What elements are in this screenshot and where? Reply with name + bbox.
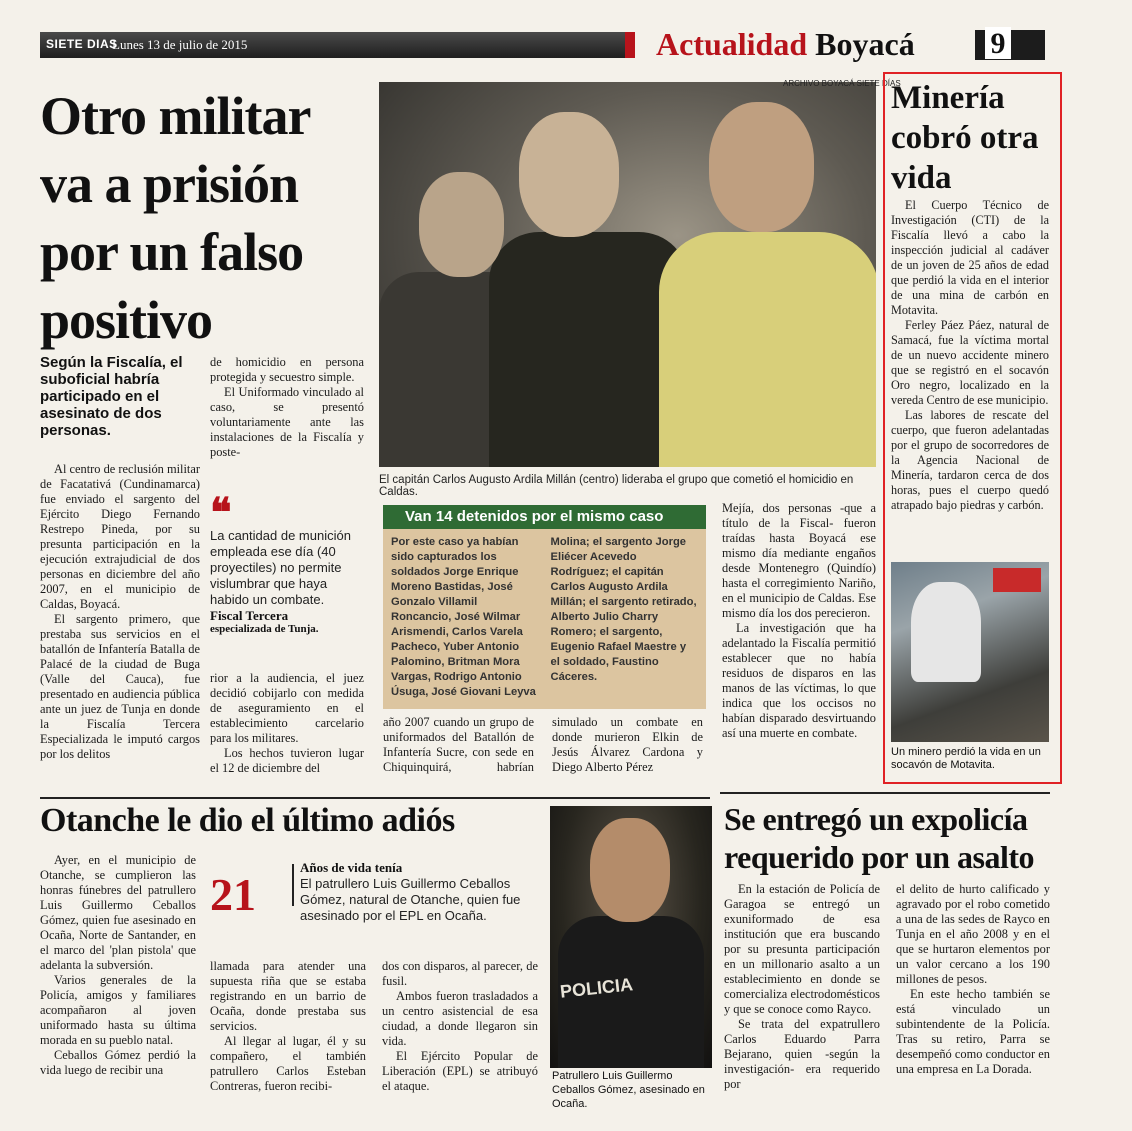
paragraph: Los hechos tuvieron lugar el 12 de diciembre del: [210, 746, 364, 775]
otanche-column-3: [382, 959, 538, 1094]
paragraph: Mejía, dos personas -que a título de la Fiscal- fueron traídas hasta Boyacá ese mismo día mediante engaños desde Montenegro (Quindío) hasta el corregimiento Nariño, en el municipio de Caldas. Ese mismo día los dos perecieron.: [722, 501, 876, 620]
mine-photo-caption: Un minero perdió la vida en un socavón de Motavita.: [891, 746, 1041, 771]
main-photo: [379, 82, 876, 467]
quote-source: Fiscal Tercera: [210, 608, 289, 623]
police-officer-photo: [550, 806, 712, 1068]
stat-text: El patrullero Luis Guillermo Ceballos Gómez, natural de Otanche, quien fue asesinado por el EPL en Ocaña.: [300, 876, 521, 923]
paragraph: dos con disparos, al parecer, de fusil.: [382, 959, 538, 988]
quote-mark: ❝: [210, 490, 232, 535]
paragraph: Ayer, en el municipio de Otanche, se cumplieron las honras fúnebres del patrullero Luis Guillermo Ceballos Gómez, quien fue asesinado en Ocaña, Norte de Santander, en el marco del 'plan pistola' que adelanta la subversión.: [40, 853, 196, 972]
detainees-box: [383, 505, 706, 709]
otanche-column-1: [40, 853, 196, 1078]
paragraph: el delito de hurto calificado y agravado por el robo cometido a una de las sedes de Rayco en Tunja en el año 2008 y en el que se hurtaron elementos por un valor cercano a los 190 millones de pesos.: [896, 882, 1050, 986]
mine-photo: [891, 562, 1049, 742]
section-header-bar: [40, 32, 634, 58]
stat-number: 21: [210, 869, 256, 920]
section-title-main: Boyacá: [815, 26, 915, 62]
main-photo-caption: El capitán Carlos Augusto Ardila Millán (centro) lideraba el grupo que cometió el homicidio en Caldas.: [379, 474, 854, 498]
paragraph: llamada para atender una supuesta riña que se estaba registrando en un barrio de Ocaña, donde prestaba sus servicios.: [210, 959, 366, 1033]
side-headline: Minería cobró otra vida: [891, 80, 1039, 196]
police-vest-label: POLICIA: [559, 974, 634, 1002]
otanche-headline: Otanche le dio el último adiós: [40, 802, 455, 839]
police-photo-caption: Patrullero Luis Guillermo Ceballos Gómez, asesinado en Ocaña.: [552, 1070, 705, 1110]
detainees-box-text: Por este caso ya habían sido capturados los soldados Jorge Enrique Moreno Bastidas, José Gonzalo Villamil Roncancio, José Wilmar Arismendi, Carlos Varela Pacheco, Yuber Antonio Palomino, Britman Mora Vargas, Rodrigo Antonio Úsuga, José Giovani Leyva Molina; el sargento Jorge Eliécer Acevedo Rodríguez; el capitán Carlos Augusto Ardila Millán; el sargento retirado, Alberto Julio Charry Romero; el sargento, Eugenio Rafael Maestre y el soldado, Faustino Cáceres.: [391, 536, 697, 698]
paragraph: Al llegar al lugar, él y su compañero, el también patrullero Carlos Esteban Contreras, fueron recibi-: [210, 1034, 366, 1093]
paragraph: año 2007 cuando un grupo de uniformados del Batallón de Infantería Sucre, con sede en Chiquinquirá, habrían simulado un combate en donde murieron Elkin de Jesús Álvarez Cardona y Diego Alberto Pérez: [383, 715, 703, 774]
detainees-box-title: Van 14 detenidos por el mismo caso: [383, 505, 706, 529]
section-divider: [40, 797, 710, 799]
stat-heading: Años de vida tenía: [300, 860, 403, 875]
quote-source-detail: especializada de Tunja.: [210, 623, 319, 635]
quote-text: La cantidad de munición empleada ese día (40 proyectiles) no permite vislumbrar que haya habido un combate.: [210, 528, 351, 607]
main-column-4: [722, 501, 876, 741]
paragraph: rior a la audiencia, el juez decidió cobijarlo con medida de aseguramiento en el establecimiento carcelario para los militares.: [210, 671, 364, 745]
paragraph: En la estación de Policía de Garagoa se entregó un exuniformado de esa institución que era buscando por su presunta participación en un millonario asalto a un establecimiento en donde se comercializa electrodomésticos y que se conoce como Rayco.: [724, 882, 880, 1016]
paragraph: El Uniformado vinculado al caso, se presentó voluntariamente ante las instalaciones de la Fiscalía y poste-: [210, 385, 364, 459]
main-column-2-top: [210, 355, 364, 460]
main-column-3: [383, 715, 703, 775]
paragraph: Al centro de reclusión militar de Facatativá (Cundinamarca) fue enviado el sargento del Ejército Diego Fernando Restrepo Pineda, por su presunta participación en la ejecución extrajudicial de dos personas en diciembre del año 2007, en el municipio de Caldas, Boyacá.: [40, 462, 200, 611]
main-column-2-bottom: [210, 671, 364, 776]
issue-date: Lunes 13 de julio de 2015: [112, 37, 248, 52]
stat-divider: [292, 864, 294, 906]
paragraph: Varios generales de la Policía, amigos y familiares acompañaron al joven uniformado hasta su última morada en su pueblo natal.: [40, 973, 196, 1047]
main-lead: Según la Fiscalía, el suboficial habría participado en el asesinato de dos personas.: [40, 354, 183, 439]
paragraph: El Ejército Popular de Liberación (EPL) se atribuyó el ataque.: [382, 1049, 538, 1093]
header-accent-block: [625, 32, 635, 58]
expolicia-headline: Se entregó un expolicía requerido por un asalto: [724, 801, 1035, 875]
paragraph: El sargento primero, que prestaba sus servicios en el batallón de Infantería Batalla de Palacé de la ciudad de Buga (Valle del Cauca), fue presentado en audiencia pública ante un juez de Tunja en donde la Fiscalía Tercera Especializada le imputó cargos por los delitos: [40, 612, 200, 761]
section-divider: [720, 792, 1050, 794]
paragraph: de homicidio en persona protegida y secuestro simple.: [210, 355, 364, 384]
section-name: SIETE DIAS: [46, 37, 118, 51]
section-title-accent: Actualidad: [656, 26, 808, 62]
expolicia-column-1: [724, 882, 880, 1092]
paragraph: Ferley Páez Páez, natural de Samacá, fue la víctima mortal de un nuevo accidente minero que se registró en el socavón Oro negro, localizado en la vereda Centro de ese municipio.: [891, 318, 1049, 407]
side-article-body: [891, 198, 1049, 513]
otanche-column-2: [210, 959, 366, 1094]
paragraph: El Cuerpo Técnico de Investigación (CTI) de la Fiscalía llevó a cabo la inspección judicial al cadáver de un joven de 25 años de edad que perdió la vida en el interior de una mina de carbón en Motavita.: [891, 198, 1049, 317]
main-column-1: [40, 462, 200, 762]
photo-credit: ARCHIVO BOYACÁ SIETE DÍAS: [783, 79, 901, 88]
main-headline: Otro militar va a prisión por un falso positivo: [40, 86, 310, 350]
expolicia-column-2: [896, 882, 1050, 1077]
paragraph: La investigación que ha adelantado la Fiscalía permitió establecer que no había residuos de disparos en las manos de las víctimas, lo que indica que los occisos no habían disparado desvirtuando así una muerte en combate.: [722, 621, 876, 740]
paragraph: Ambos fueron trasladados a un centro asistencial de esa ciudad, a donde llegaron sin vida.: [382, 989, 538, 1048]
page-number-box: [975, 27, 1045, 60]
paragraph: Las labores de rescate del cuerpo, que fueron adelantadas por el grupo de socorredores de la Agencia Nacional de Minería, tardaron cerca de dos horas, pues el cuerpo quedó atrapado bajo piedras y carbón.: [891, 408, 1049, 512]
section-title: [656, 26, 915, 63]
pull-quote: [210, 490, 364, 636]
paragraph: Se trata del expatrullero Carlos Eduardo Parra Bejarano, quien -según la investigación- era requerido por: [724, 1017, 880, 1091]
paragraph: Ceballos Gómez perdió la vida luego de recibir una: [40, 1048, 196, 1077]
paragraph: En este hecho también se está vinculado un subintendente de la Policía. Tras su retiro, Parra se desempeñó como conductor en una empresa en La Dorada.: [896, 987, 1050, 1076]
page-number: 9: [985, 27, 1011, 59]
